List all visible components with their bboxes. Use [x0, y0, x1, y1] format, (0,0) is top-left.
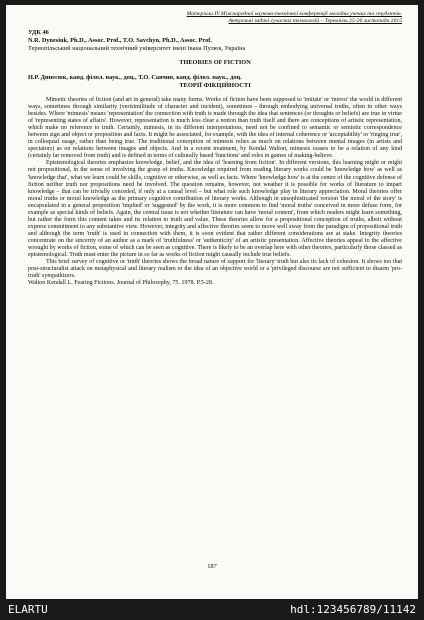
- reference: Walton Kendall L. Fearing Fictions. Journal of Philosophy, 75. 1978. P.5-28.: [28, 280, 214, 287]
- title-english: THEORIES OF FICTION: [179, 59, 251, 66]
- affiliation: Тернопільський національний технічний університет імені Івана Пулюя, Україна: [28, 45, 246, 52]
- paragraph-1: Mimetic theories of fiction (and art in general) take many forms. Works of fiction have been supposed to 'imitate' or 'mirror' the world in different ways, sometimes through similarity (verisimilitude of character and incident), sometimes - through embodying universal truths, often in other ways besides. Where 'mimesis' means 'representation' the connection with truth is made through the idea that sentences (or thoughts or beliefs) are true in virtue of 'representing states of affairs'. However, representation is much less clear a notion than truth itself and there are conceptions of artistic representation, which make no reference to truth. Certainly, mimesis, in its different interpretations, need not be confined to semantic or semiotic correspondence between sign and object or proposition and facts. It might be associated, for example, with the idea of internal coherence or 'acceptability' or 'ringing true', in colloquial usage, rather than being true. The traditional conception of mimesis relies as much on relations between mental images (in artists and spectators) as on relations between images and objects. And in a recent treatment, by Kendal Walton, mimesis ceases to be a relation of any kind (certainly far removed from truth) and is defined in terms of culturally based 'functions' and roles in games of making-believe.: [28, 97, 402, 160]
- title-ukrainian: ТЕОРІЇ ФІКЦІЙНОСТІ: [179, 81, 251, 89]
- article-meta: [28, 29, 402, 53]
- udc-code: УДК 46: [28, 29, 49, 36]
- header-line-1: Матеріали IV Міжнародної науково-технічної конференції молодих учених та студентів.: [186, 11, 402, 17]
- repository-footer: [0, 600, 424, 620]
- paragraph-3: This brief survey of cognitive or 'truth' theories shows the broad nature of support for 'literary' truth but also its lack of cohesion. It shows too that post-structuralist attack on metaphysical and literary realism or the idea of an objective world or a 'privileged discourse are not sufficient to disarm 'pro-truth' sympathizers.: [28, 259, 402, 280]
- page-number: 187: [207, 563, 217, 570]
- repository-name: ELARTU: [8, 603, 48, 616]
- article-body: [28, 97, 402, 287]
- authors-ukrainian: Н.Р. Динесюк, канд. філол. наук., доц., Т.О. Савчин, канд. філол. наук., доц.: [28, 74, 242, 81]
- paragraph-2: Epistemological theories emphasize knowledge, belief, and the idea of 'learning from fiction'. In different versions, this learning might or might not propositional, in the sense of involving the grasp of truths. Knowledge required from reading literary works could be 'knowledge how' as well as 'knowledge that', what we learn could be skills, cognitive or otherwise, as well as facts. Where 'knowledge how' is at the centre of the cognitive defense of fiction neither truth nor propositions need be involved. The question remains, however, not weather it is possible for works of literature to impart knowledge – that can be trivially conceded, if only at a causal level – but what role such knowledge play in literary appreciation. Moral theories offer moral truths or moral knowledge as the primary cognitive contribution of literary works. Although in unsophisticated version 'the moral of the story' is encapsulated in a general proposition 'implied' or 'suggested' by the work, it is more common to find 'moral truths' conceived in more defuse form, for example as special kinds of beliefs. Again, the central issue is not whether literature can have 'moral content', from which readers might learn something, but rather the form this content takes and its relation to truth and value. These theories allow for a propositional conception of truths, albeit without express commitment to any substantive view. However, integrity and affective theories seem to move well away from the paradigm of propositional truth and although the term 'truth' is used in connection with them, it is soon evident that rather different considerations are at stake. Integrity theories concentrate on the sincerity of an author as a mark of 'truthfulness' or 'authenticity' of an artistic presentation. Affective theories appeal to the affective wrought by works of fiction, some of which can be seen as cognitive. There is likely to be an overlap here with other theories, particularly those classed as epistemological. Truth must enter the picture in so far as works of fiction might causally include true beliefs.: [28, 160, 403, 259]
- running-header: [28, 11, 402, 25]
- header-line-2: Актуальні задачі сучасних технологій – Тернопіль 25-26 листопада 2015: [228, 18, 402, 24]
- handle-id: hdl:123456789/11142: [290, 603, 416, 616]
- paper-page: [6, 5, 418, 599]
- authors-en: N.R. Dynesiuk, Ph.D., Assoc. Prof., T.O. Savchyn, Ph.D., Assoc. Prof.: [28, 37, 212, 44]
